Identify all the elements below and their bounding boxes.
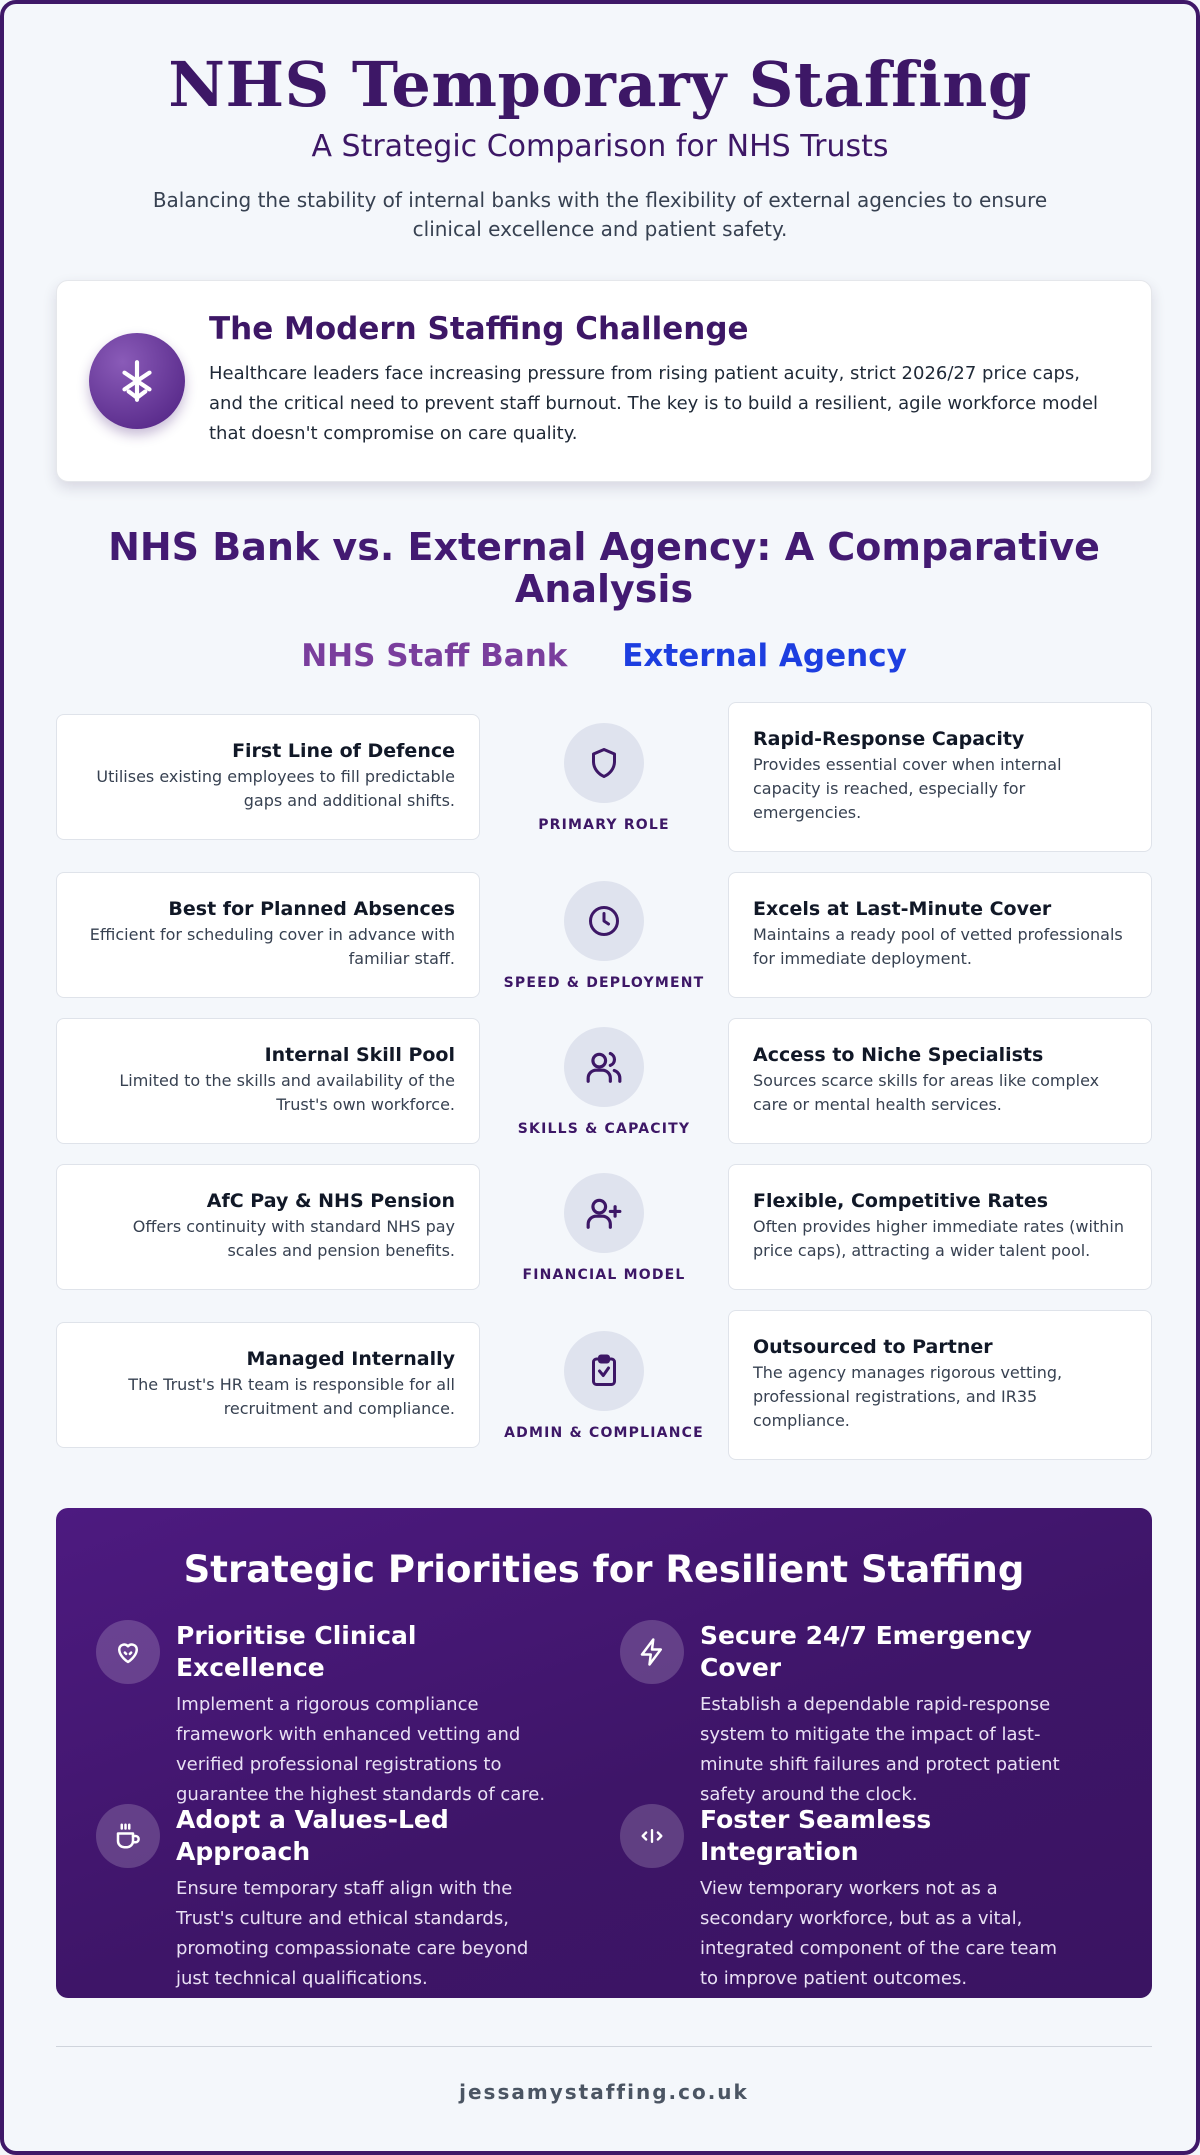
clock-icon	[564, 881, 644, 961]
agency-card-title: Flexible, Competitive Rates	[753, 1190, 1049, 1212]
footer-divider	[56, 2046, 1152, 2047]
shield-icon	[564, 723, 644, 803]
priority-title: Adopt a Values-Led Approach	[176, 1805, 449, 1866]
priority-text: Establish a dependable rapid-response system to mitigate the impact of last-minute shift failures and protect patient safety around the clock.	[700, 1694, 1060, 1805]
row-label: FINANCIAL MODEL	[522, 1267, 686, 1283]
priority-text: Ensure temporary staff align with the Trust's culture and ethical standards, promoting compassionate care beyond just technical qualifications.	[176, 1878, 529, 1989]
page-subtitle: A Strategic Comparison for NHS Trusts	[311, 129, 889, 164]
priority-title: Foster Seamless Integration	[700, 1805, 932, 1866]
agency-card-title: Excels at Last-Minute Cover	[753, 898, 1052, 920]
bank-card-text: Efficient for scheduling cover in advance with familiar staff.	[89, 925, 455, 968]
page-header	[4, 4, 1196, 244]
agency-card-text: Maintains a ready pool of vetted professionals for immediate deployment.	[753, 925, 1123, 968]
bank-card-text: Offers continuity with standard NHS pay scales and pension benefits.	[132, 1217, 455, 1260]
row-skills-capacity	[494, 1027, 714, 1137]
comparison-title: NHS Bank vs. External Agency: A Comparative Analysis	[108, 525, 1100, 611]
bank-column-heading: NHS Staff Bank	[301, 638, 568, 674]
bank-card-title: Internal Skill Pool	[264, 1044, 455, 1066]
agency-card-skills	[728, 1018, 1152, 1144]
priority-text: View temporary workers not as a secondary workforce, but as a vital, integrated component of the care team to improve patient outcomes.	[700, 1878, 1057, 1989]
clipboard-check-icon	[564, 1331, 644, 1411]
footer-website-link[interactable]: jessamystaffing.co.uk	[459, 2080, 749, 2104]
row-label: SPEED & DEPLOYMENT	[503, 975, 705, 991]
row-label: SKILLS & CAPACITY	[517, 1121, 691, 1137]
priority-text: Implement a rigorous compliance framework with enhanced vetting and verified professional registrations to guarantee the highest standards of care.	[176, 1694, 546, 1805]
bank-card-title: AfC Pay & NHS Pension	[206, 1190, 455, 1212]
bank-card-admin	[56, 1322, 480, 1448]
row-financial-model	[494, 1173, 714, 1283]
caduceus-icon	[89, 333, 185, 429]
priority-integration	[620, 1804, 1070, 1994]
priority-title: Prioritise Clinical Excellence	[176, 1621, 417, 1682]
row-admin-compliance	[494, 1331, 714, 1441]
agency-card-text: The agency manages rigorous vetting, professional registrations, and IR35 compliance.	[753, 1363, 1063, 1430]
agency-card-title: Outsourced to Partner	[753, 1336, 993, 1358]
agency-column-heading: External Agency	[622, 638, 907, 674]
merge-icon	[620, 1804, 684, 1868]
priority-emergency-cover	[620, 1620, 1070, 1810]
agency-card-text: Provides essential cover when internal capacity is reached, especially for emergencies.	[753, 755, 1062, 822]
agency-card-financial	[728, 1164, 1152, 1290]
priority-clinical-excellence	[96, 1620, 546, 1810]
agency-card-text: Often provides higher immediate rates (within price caps), attracting a wider talent pool.	[753, 1217, 1124, 1260]
priority-title: Secure 24/7 Emergency Cover	[700, 1621, 1032, 1682]
page-title: NHS Temporary Staffing	[168, 48, 1032, 121]
strategic-priorities-panel	[56, 1508, 1152, 1998]
challenge-text: Healthcare leaders face increasing pressure from rising patient acuity, strict 2026/27 price caps, and the critical need to prevent staff burnout. The key is to build a resilient, agile workforce model that doesn't compromise on care quality.	[209, 363, 1099, 444]
row-speed-deployment	[494, 881, 714, 991]
bank-card-title: Best for Planned Absences	[168, 898, 455, 920]
bank-card-primary-role	[56, 714, 480, 840]
column-headings	[4, 638, 1200, 674]
bank-card-text: Utilises existing employees to fill predictable gaps and additional shifts.	[96, 767, 455, 810]
bank-card-text: The Trust's HR team is responsible for all recruitment and compliance.	[128, 1375, 455, 1418]
user-plus-icon	[564, 1173, 644, 1253]
bank-card-speed	[56, 872, 480, 998]
priorities-title: Strategic Priorities for Resilient Staffing	[183, 1548, 1025, 1591]
bank-card-title: First Line of Defence	[232, 740, 455, 762]
lightning-icon	[620, 1620, 684, 1684]
challenge-card	[56, 280, 1152, 482]
agency-card-title: Rapid-Response Capacity	[753, 728, 1025, 750]
coffee-icon	[96, 1804, 160, 1868]
heart-icon	[96, 1620, 160, 1684]
agency-card-admin	[728, 1310, 1152, 1460]
bank-card-financial	[56, 1164, 480, 1290]
agency-card-text: Sources scarce skills for areas like complex care or mental health services.	[753, 1071, 1100, 1114]
agency-card-title: Access to Niche Specialists	[753, 1044, 1044, 1066]
bank-card-text: Limited to the skills and availability of the Trust's own workforce.	[119, 1071, 455, 1114]
row-primary-role	[494, 723, 714, 833]
challenge-title: The Modern Staffing Challenge	[209, 311, 749, 347]
agency-card-primary-role	[728, 702, 1152, 852]
users-icon	[564, 1027, 644, 1107]
bank-card-skills	[56, 1018, 480, 1144]
agency-card-speed	[728, 872, 1152, 998]
intro-text: Balancing the stability of internal banks with the flexibility of external agencies to ensure clinical excellence and patient safety.	[152, 188, 1048, 241]
row-label: PRIMARY ROLE	[538, 817, 670, 833]
row-label: ADMIN & COMPLIANCE	[504, 1425, 704, 1441]
bank-card-title: Managed Internally	[246, 1348, 455, 1370]
priority-values-led	[96, 1804, 546, 1994]
